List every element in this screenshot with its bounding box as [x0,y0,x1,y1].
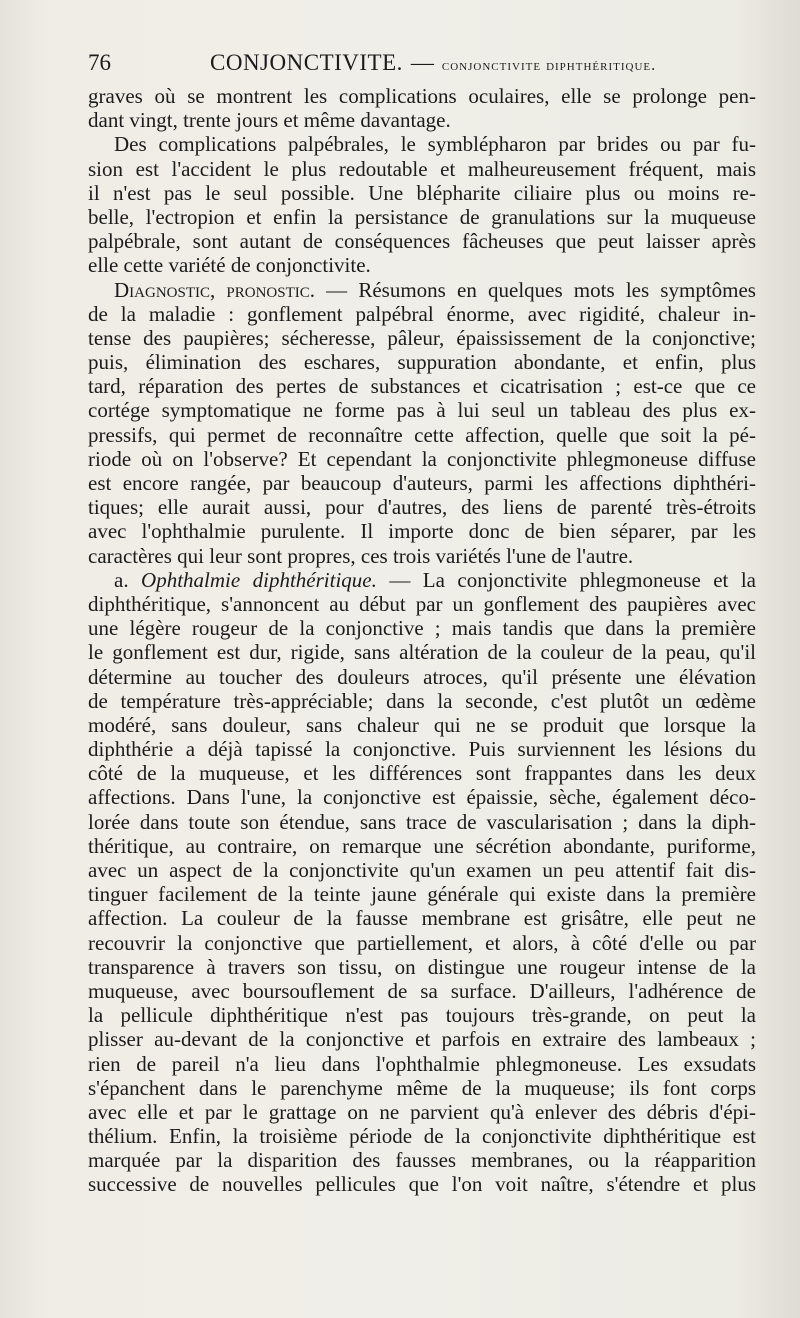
line-text: sion est l'accident le plus redoutable et malheureusement fréquent, mais [88,156,756,181]
header-center [210,50,656,76]
line-text: graves où se montrent les complications oculaires, elle se prolonge pen- [88,84,756,108]
text-line [88,1172,756,1196]
text-line [88,302,756,326]
text-line [88,447,756,471]
line-text: tinguer facilement de la teinte jaune générale qui existe dans la première [88,882,756,907]
text-line [88,931,756,955]
section-heading: Diagnostic, pronostic. [114,277,316,302]
line-text: s'épanchent dans le parenchyme même de la muqueuse; ils font corps [88,1075,756,1100]
text-line [88,519,756,543]
line-text: — Résumons en quelques mots les symptômes [315,277,756,302]
text-line [88,108,756,132]
line-text: transparence à travers son tissu, on distingue une rougeur intense de la [88,954,756,979]
line-text: de la maladie : gonflement palpébral énorme, avec rigidité, chaleur in- [88,301,756,326]
text-line [88,205,756,229]
text-line [88,979,756,1003]
body-text [88,84,756,1197]
text-line [88,640,756,664]
line-text: diphthéritique, s'annoncent au début par un gonflement des paupières avec [88,591,756,616]
line-text: rien de pareil n'a lieu dans l'ophthalmie phlegmoneuse. Les exsudats [88,1051,756,1076]
line-text: lorée dans toute son étendue, sans trace de vascularisation ; dans la diph- [88,809,756,834]
text-line [88,834,756,858]
line-text: — La conjonctivite phlegmoneuse et la [376,567,756,592]
text-line [88,665,756,689]
running-title: CONJONCTIVITE. [210,50,403,75]
text-line [88,398,756,422]
text-line [88,689,756,713]
line-text: affections. Dans l'une, la conjonctive est épaissie, sèche, également déco- [88,785,756,810]
line-text: tard, réparation des pertes de substances et cicatrisation ; est-ce que ce [88,374,756,399]
text-line [88,350,756,374]
text-line [88,858,756,882]
text-line [88,761,756,785]
line-text: recouvrir la conjonctive que partiellement, et alors, à côté d'elle ou par [88,930,756,955]
line-text: successive de nouvelles pellicules que l'on voit naître, s'étendre et plus [88,1172,756,1197]
line-text: côté de la muqueuse, et les différences sont frappantes dans les deux [88,761,756,786]
section-heading: Ophthalmie diphthéritique. [141,567,377,592]
text-line [88,955,756,979]
text-line [88,544,756,568]
text-line [88,181,756,205]
line-text: la pellicule diphthéritique n'est pas toujours très-grande, on peut la [88,1003,756,1028]
text-line [88,1052,756,1076]
line-text: le gonflement est dur, rigide, sans altération de la couleur de la peau, qu'il [88,640,756,665]
line-text: théritique, au contraire, on remarque une sécrétion abondante, puriforme, [88,833,756,858]
text-line [88,253,756,277]
text-line [88,810,756,834]
line-text: thélium. Enfin, la troisième période de la conjonctivite diphthéritique est [88,1124,756,1149]
page-number: 76 [88,50,111,75]
line-text: modéré, sans douleur, sans chaleur qui ne se produit que lorsque la [88,712,756,737]
line-text: de température très-appréciable; dans la seconde, c'est plutôt un œdème [88,688,756,713]
text-line [88,1003,756,1027]
line-text: diphthérie a déjà tapissé la conjonctive. Puis surviennent les lésions du [88,737,756,762]
text-line [88,471,756,495]
text-line [88,495,756,519]
text-line [88,906,756,930]
line-text: puis, élimination des eschares, suppuration abondante, et enfin, plus [88,350,756,375]
text-line [88,713,756,737]
line-text: détermine au toucher des douleurs atroces, qu'il présente une élévation [88,664,756,689]
line-text: muqueuse, avec boursouflement de sa surface. D'ailleurs, l'adhérence de [88,978,756,1003]
line-text: marquée par la disparition des fausses membranes, ou la réapparition [88,1148,756,1173]
line-text: est encore rangée, par beaucoup d'auteurs, parmi les affections diphthéri- [88,471,756,495]
line-text: il n'est pas le seul possible. Une blépharite ciliaire plus ou moins re- [88,180,756,205]
line-text: caractères qui leur sont propres, ces trois variétés l'une de l'autre. [88,543,634,568]
line-text: cortége symptomatique ne forme pas à lui seul un tableau des plus ex- [88,398,756,423]
line-text: riode où on l'observe? Et cependant la conjonctivite phlegmoneuse diffuse [88,446,756,471]
running-header [88,50,760,80]
text-line [88,84,756,108]
section-marker: a. [114,567,142,592]
text-line [88,157,756,181]
line-text: Des complications palpébrales, le symblépharon par brides ou par fu- [114,132,756,157]
text-line [88,423,756,447]
line-text: elle cette variété de conjonctivite. [88,253,371,278]
text-line [88,229,756,253]
text-line [88,785,756,809]
text-line [88,1148,756,1172]
text-line [88,568,756,592]
line-text: une légère rougeur de la conjonctive ; mais tandis que dans la première [88,616,756,641]
text-line [88,326,756,350]
line-text: avec l'ophthalmie purulente. Il importe donc de bien séparer, par les [88,519,756,544]
text-line [88,616,756,640]
line-text: dant vingt, trente jours et même davantage. [88,108,451,133]
line-text: belle, l'ectropion et enfin la persistance de granulations sur la muqueuse [88,204,756,229]
text-line [88,1100,756,1124]
line-text: pressifs, qui permet de reconnaître cette affection, quelle que soit la pé- [88,422,756,447]
line-text: avec elle et par le grattage on ne parvient qu'à enlever des débris d'épi- [88,1099,756,1124]
text-line [88,882,756,906]
running-subtitle: conjonctivite diphthéritique. [441,57,657,74]
line-text: affection. La couleur de la fausse membrane est grisâtre, elle peut ne [88,906,756,931]
text-line [88,1076,756,1100]
text-line [88,374,756,398]
line-text: tense des paupières; sécheresse, pâleur, épaississement de la conjonctive; [88,325,756,350]
header-separator: — [410,50,434,75]
text-line [88,592,756,616]
line-text: tiques; elle aurait aussi, pour d'autres, des liens de parenté très-étroits [88,495,756,520]
text-line [88,737,756,761]
text-line [88,132,756,156]
text-line [88,278,756,302]
line-text: plisser au-devant de la conjonctive et parfois en extraire des lambeaux ; [88,1027,756,1052]
text-line [88,1027,756,1051]
line-text: palpébrale, sont autant de conséquences fâcheuses que peut laisser après [88,229,756,254]
line-text: avec un aspect de la conjonctivite qu'un examen un peu attentif fait dis- [88,858,756,882]
text-line [88,1124,756,1148]
